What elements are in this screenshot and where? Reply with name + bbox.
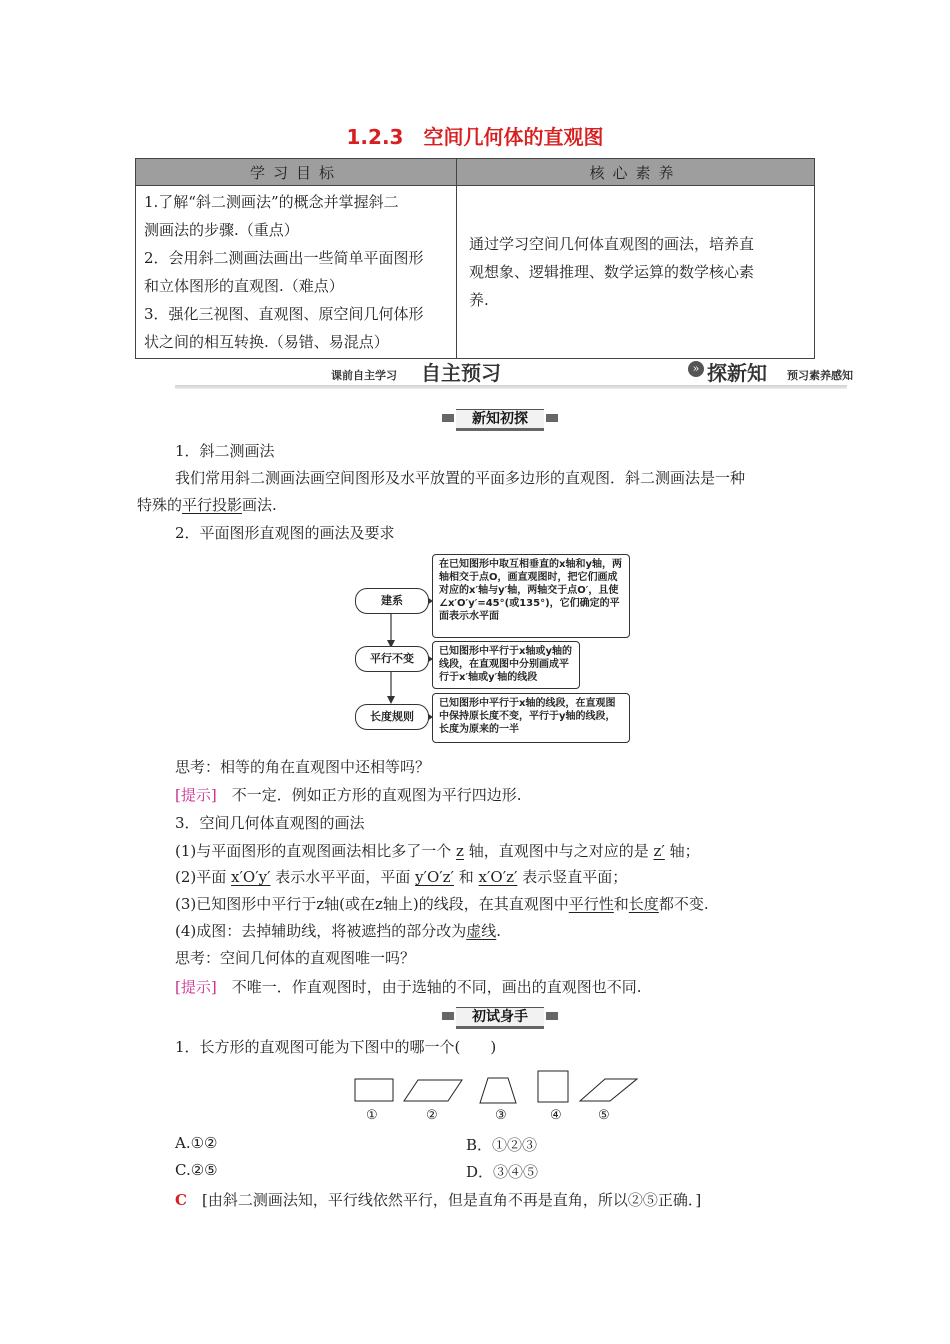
goals-header-right: 核心素养 xyxy=(457,159,815,186)
s3-underlined: y′O′z′ xyxy=(415,868,454,886)
hint-1-text: 不一定．例如正方形的直观图为平行四边形. xyxy=(231,786,522,804)
s3-text: 都不变. xyxy=(658,895,709,913)
section-bar-main-right: 探新知 xyxy=(707,361,767,385)
hint-label: [提示] xyxy=(175,786,217,804)
goal-line: 和立体图形的直观图.（难点） xyxy=(144,277,344,295)
q1-figures xyxy=(350,1068,650,1108)
q1-option-d: D．③④⑤ xyxy=(466,1163,539,1181)
s1-line2 xyxy=(137,494,277,515)
s1-underlined: 平行投影 xyxy=(182,496,243,514)
goal-line: 1.了解“斜二测画法”的概念并掌握斜二 xyxy=(144,193,399,211)
flow-node-length: 长度规则 xyxy=(355,704,429,730)
s3-underlined: x′O′z′ xyxy=(478,868,518,886)
double-chevron-icon: » xyxy=(688,361,704,377)
q1-option-c: C.②⑤ xyxy=(175,1161,218,1179)
s3-text: 轴； xyxy=(669,842,700,860)
s2-heading: 2．平面图形直观图的画法及要求 xyxy=(175,524,395,542)
s3-item2 xyxy=(175,866,627,887)
goals-header-left: 学习目标 xyxy=(136,159,457,186)
s3-text: 表示竖直平面； xyxy=(522,868,628,886)
section-bar-right: 预习素养感知 xyxy=(787,369,853,382)
goals-right-cell xyxy=(457,186,815,359)
figure-label: ① xyxy=(366,1108,378,1123)
flow-box-axes: 在已知图形中取互相垂直的x轴和y轴，两轴相交于点O，画直观图时，把它们画成对应的x′轴与y′轴，两轴交于点O′，且使∠x′O′y′=45°(或135°)，它们确定的平面表示水平面 xyxy=(432,554,630,638)
s3-underlined: 长度 xyxy=(628,895,659,913)
figure-label: ② xyxy=(426,1108,438,1123)
s3-text: (4)成图：去掉辅助线，将被遮挡的部分改为 xyxy=(175,922,467,940)
s3-text: . xyxy=(496,922,502,940)
section-bar-left: 课前自主学习 xyxy=(331,369,397,382)
figure-label: ③ xyxy=(495,1108,507,1123)
goal-line: 测画法的步骤.（重点） xyxy=(144,221,299,239)
s1-line1: 我们常用斜二测画法画空间图形及水平放置的平面多边形的直观图．斜二测画法是一种 xyxy=(175,469,746,487)
tag-new-knowledge: 新知初探 xyxy=(456,409,544,431)
s3-underlined: z′ xyxy=(653,842,665,860)
flow-node-axes: 建系 xyxy=(355,588,429,614)
goals-left-cell xyxy=(136,186,457,359)
flow-box-parallel: 已知图形中平行于x轴或y轴的线段，在直观图中分别画成平行于x′轴或y′轴的线段 xyxy=(432,641,580,689)
s3-item1 xyxy=(175,840,700,861)
figure-2-parallelogram xyxy=(404,1080,462,1101)
q1-option-a: A.①② xyxy=(175,1134,218,1152)
s3-underlined: 平行性 xyxy=(568,895,614,913)
figure-5-parallelogram xyxy=(580,1079,637,1101)
goals-table xyxy=(135,158,815,359)
s1-heading: 1．斜二测画法 xyxy=(175,442,275,460)
s3-underlined: x′O′y′ xyxy=(231,868,271,886)
goal-line: 状之间的相互转换.（易错、易混点） xyxy=(144,333,389,351)
figure-3-trapezoid xyxy=(480,1078,516,1103)
goal-line: 2．会用斜二测画法画出一些简单平面图形 xyxy=(144,249,424,267)
s1-text: 画法. xyxy=(242,496,277,514)
section-bar-main-left: 自主预习 xyxy=(421,361,501,385)
literacy-line: 养. xyxy=(469,291,489,309)
s3-text: (1)与平面图形的直观图画法相比多了一个 xyxy=(175,842,452,860)
hint-label: [提示] xyxy=(175,978,217,996)
figure-label: ④ xyxy=(550,1108,562,1123)
s3-text: 和 xyxy=(458,868,474,886)
s1-text: 特殊的 xyxy=(137,496,183,514)
hint-2 xyxy=(175,976,642,997)
s3-item3 xyxy=(175,893,709,914)
tag-try: 初试身手 xyxy=(456,1007,544,1029)
think-2: 思考：空间几何体的直观图唯一吗？ xyxy=(175,949,416,967)
s3-underlined: 虚线 xyxy=(466,922,497,940)
literacy-line: 观想象、逻辑推理、数学运算的数学核心素 xyxy=(469,263,755,281)
flow-node-parallel: 平行不变 xyxy=(355,646,429,672)
flow-arrowhead-2 xyxy=(387,696,395,704)
think-1: 思考：相等的角在直观图中还相等吗？ xyxy=(175,758,431,776)
q1-explanation: [由斜二测画法知，平行线依然平行，但是直角不再是直角，所以②⑤正确．] xyxy=(201,1191,702,1209)
q1-stem: 1．长方形的直观图可能为下图中的哪一个( ) xyxy=(175,1038,497,1056)
flow-box-length: 已知图形中平行于x轴的线段，在直观图中保持原长度不变，平行于y轴的线段，长度为原来的一半 xyxy=(432,693,630,743)
s3-heading: 3．空间几何体直观图的画法 xyxy=(175,814,365,832)
s3-item4 xyxy=(175,920,501,941)
q1-answer-line xyxy=(175,1189,701,1210)
figure-4-square xyxy=(538,1071,568,1102)
literacy-line: 通过学习空间几何体直观图的画法，培养直 xyxy=(469,235,755,253)
s3-text: (2)平面 xyxy=(175,868,227,886)
page-title: 1.2.3 空间几何体的直观图 xyxy=(346,125,604,149)
s3-text: 和 xyxy=(613,895,629,913)
goal-line: 3．强化三视图、直观图、原空间几何体形 xyxy=(144,305,424,323)
figure-1-rectangle xyxy=(355,1079,393,1101)
s3-text: 表示水平平面，平面 xyxy=(275,868,411,886)
s3-underlined: z xyxy=(456,842,464,860)
q1-option-b: B．①②③ xyxy=(466,1136,538,1154)
s3-text: 轴，直观图中与之对应的是 xyxy=(468,842,649,860)
section-bar xyxy=(175,357,853,391)
hint-1 xyxy=(175,784,522,805)
s3-text: (3)已知图形中平行于z轴(或在z轴上)的线段，在其直观图中 xyxy=(175,895,569,913)
figure-label: ⑤ xyxy=(598,1108,610,1123)
q1-answer: C xyxy=(175,1191,187,1209)
hint-2-text: 不唯一．作直观图时，由于选轴的不同，画出的直观图也不同. xyxy=(231,978,642,996)
